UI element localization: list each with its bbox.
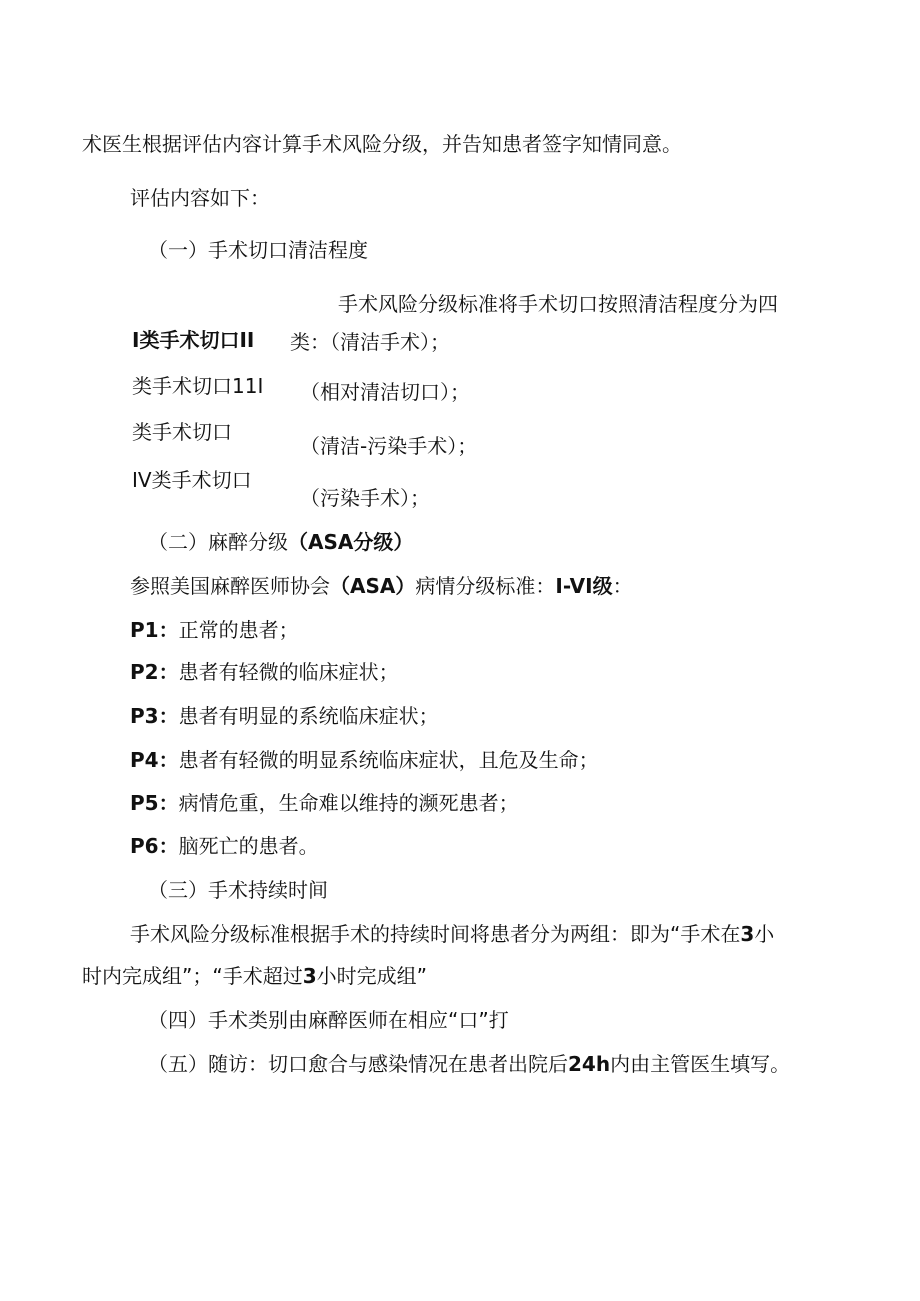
duration-text-line1-b: 小 xyxy=(754,922,775,946)
asa-level-text: 病情危重，生命难以维持的濒死患者； xyxy=(178,791,519,815)
asa-level-p5 xyxy=(130,789,519,817)
asa-level-code: P6： xyxy=(130,834,179,858)
duration-text-line2-num: 3 xyxy=(302,964,317,988)
incision-class-label-1-text: I类手术切口II xyxy=(132,328,255,352)
asa-level-p2 xyxy=(130,658,399,686)
asa-standard-prefix: 参照美国麻醉医师协会 xyxy=(130,574,330,598)
duration-text-line2 xyxy=(82,962,427,990)
asa-level-code: P4： xyxy=(130,748,179,772)
asa-level-text: 患者有轻微的临床症状； xyxy=(178,660,399,684)
asa-standard-mid: 病情分级标准： xyxy=(415,574,556,598)
duration-text-line1-num: 3 xyxy=(740,922,755,946)
incision-class-desc-4: （污染手术）； xyxy=(300,486,430,510)
asa-standard-line xyxy=(130,572,633,600)
asa-level-text: 患者有明显的系统临床症状； xyxy=(178,704,439,728)
asa-standard-bold: （ASA） xyxy=(330,574,416,598)
section1-standard-line: 手术风险分级标准将手术切口按照清洁程度分为四 xyxy=(338,292,778,316)
incision-class-label-1 xyxy=(132,326,254,354)
section5-text xyxy=(148,1050,790,1078)
asa-level-p1 xyxy=(130,616,299,644)
incision-class-desc-1: 类：（清洁手术）； xyxy=(290,330,450,354)
incision-class-label-3: 类手术切口 xyxy=(132,420,232,444)
duration-text-line2-a: 时内完成组”；“手术超过 xyxy=(82,964,303,988)
asa-level-p6 xyxy=(130,832,319,860)
asa-standard-levels: I-VI级 xyxy=(555,574,613,598)
section5-text-bold: 24h xyxy=(568,1052,611,1076)
incision-class-desc-3: （清洁-污染手术）； xyxy=(300,434,478,458)
section4-text: （四）手术类别由麻醉医师在相应“口”打 xyxy=(148,1008,509,1032)
assessment-heading: 评估内容如下： xyxy=(130,186,270,210)
incision-class-label-2: 类手术切口11I xyxy=(132,374,264,398)
asa-level-text: 正常的患者； xyxy=(178,618,299,642)
intro-line: 术医生根据评估内容计算手术风险分级，并告知患者签字知情同意。 xyxy=(82,132,682,156)
duration-text-line2-b: 小时完成组” xyxy=(316,964,428,988)
section2-heading-prefix: （二）麻醉分级 xyxy=(148,530,288,554)
asa-level-code: P5： xyxy=(130,791,179,815)
asa-level-code: P2： xyxy=(130,660,179,684)
duration-text-line1 xyxy=(130,920,774,948)
asa-level-p3 xyxy=(130,702,439,730)
asa-level-code: P3： xyxy=(130,704,179,728)
section2-heading xyxy=(148,528,413,556)
asa-level-text: 脑死亡的患者。 xyxy=(178,834,319,858)
asa-level-text: 患者有轻微的明显系统临床症状，且危及生命； xyxy=(178,748,599,772)
section5-text-b: 内由主管医生填写。 xyxy=(610,1052,791,1076)
section2-heading-bold: （ASA分级） xyxy=(288,530,414,554)
asa-level-code: P1： xyxy=(130,618,179,642)
section3-heading: （三）手术持续时间 xyxy=(148,878,328,902)
section1-heading: （一）手术切口清洁程度 xyxy=(148,238,368,262)
section5-text-a: （五）随访：切口愈合与感染情况在患者出院后 xyxy=(148,1052,568,1076)
duration-text-line1-a: 手术风险分级标准根据手术的持续时间将患者分为两组：即为“手术在 xyxy=(130,922,741,946)
asa-level-p4 xyxy=(130,746,599,774)
incision-class-label-4: IV类手术切口 xyxy=(132,468,252,492)
incision-class-desc-2: （相对清洁切口）； xyxy=(300,380,470,404)
asa-standard-suffix: ： xyxy=(612,574,633,598)
